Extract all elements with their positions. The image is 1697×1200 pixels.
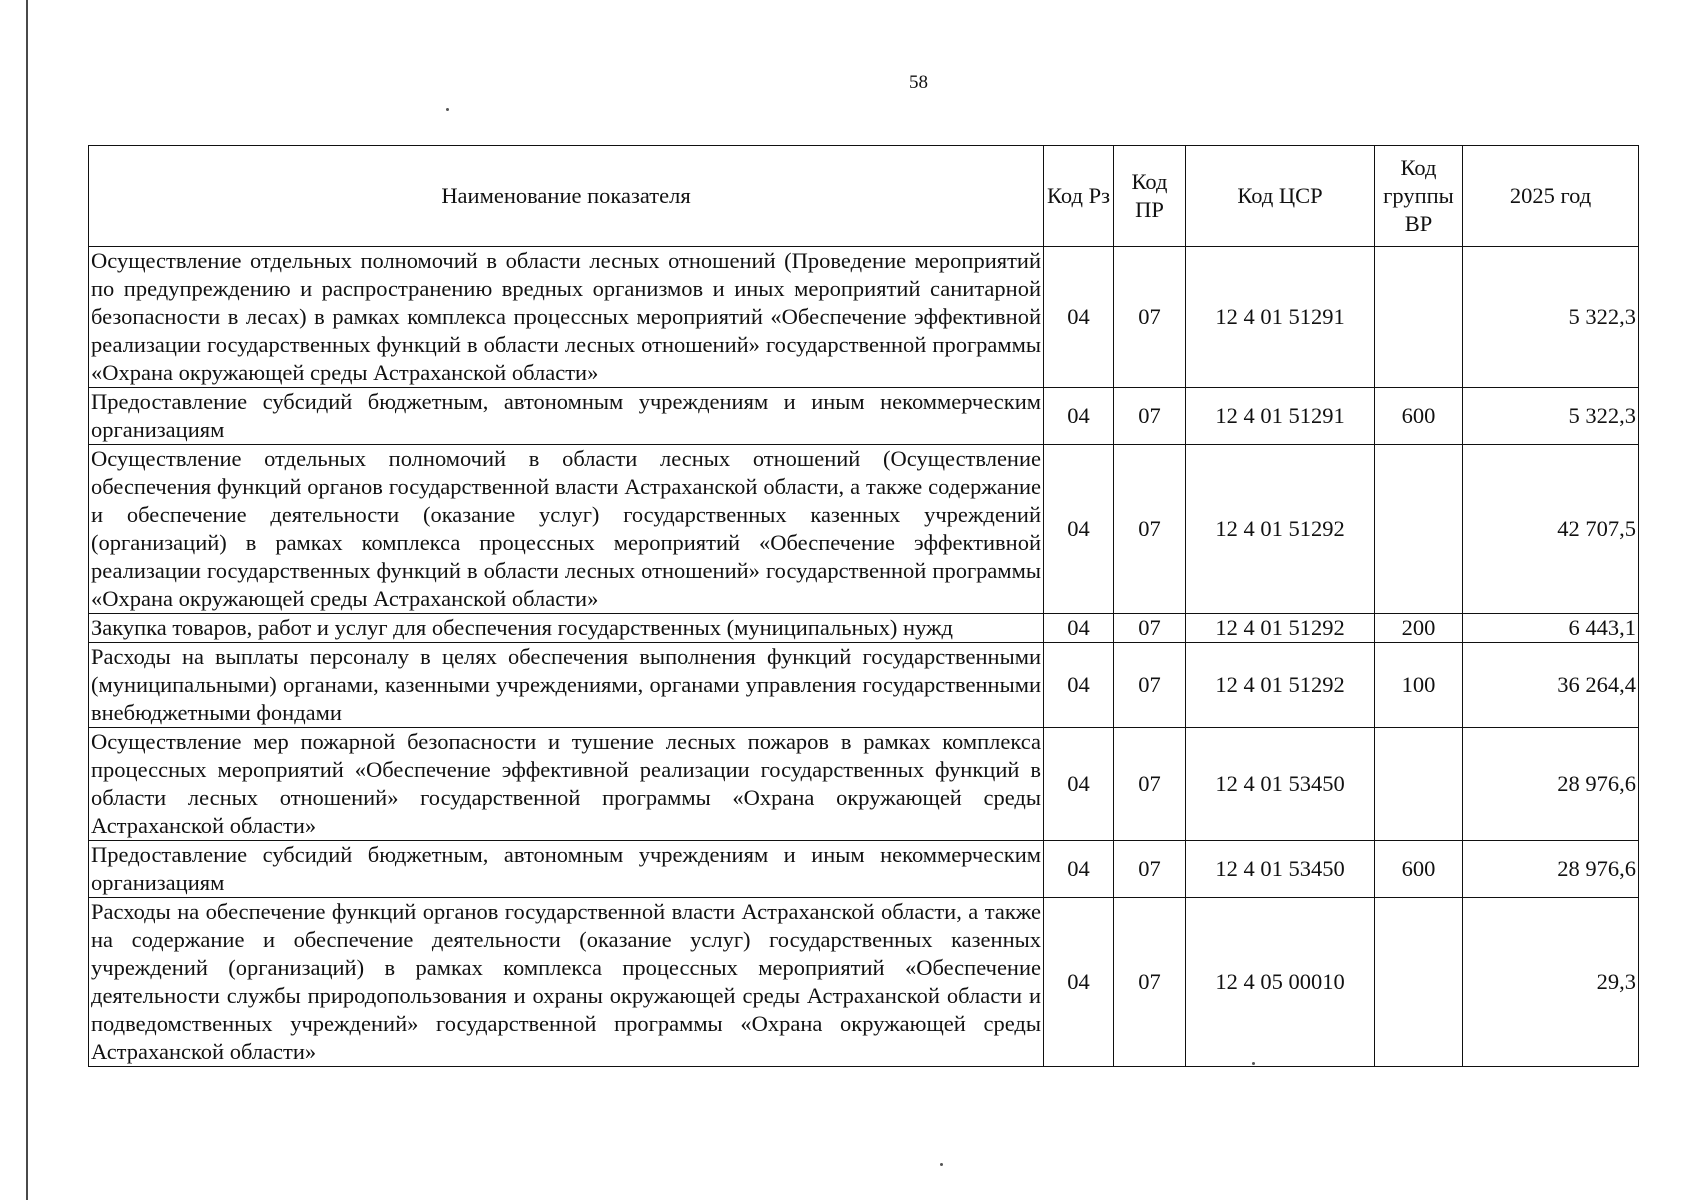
row-pr: 07 <box>1114 898 1186 1067</box>
row-vr <box>1375 445 1463 614</box>
row-csr: 12 4 01 53450 <box>1186 841 1375 898</box>
row-rz: 04 <box>1044 614 1114 643</box>
row-csr: 12 4 01 51292 <box>1186 614 1375 643</box>
row-pr: 07 <box>1114 728 1186 841</box>
row-rz: 04 <box>1044 388 1114 445</box>
row-amount: 6 443,1 <box>1463 614 1639 643</box>
header-vr: Код группы ВР <box>1375 146 1463 247</box>
row-pr: 07 <box>1114 247 1186 388</box>
row-vr: 200 <box>1375 614 1463 643</box>
table-row <box>89 841 1639 898</box>
row-rz: 04 <box>1044 898 1114 1067</box>
table-row <box>89 898 1639 1067</box>
table-row <box>89 614 1639 643</box>
row-vr <box>1375 728 1463 841</box>
row-vr: 600 <box>1375 841 1463 898</box>
row-rz: 04 <box>1044 247 1114 388</box>
row-csr: 12 4 01 53450 <box>1186 728 1375 841</box>
row-rz: 04 <box>1044 445 1114 614</box>
row-pr: 07 <box>1114 643 1186 728</box>
budget-table <box>88 145 1639 1067</box>
row-name: Осуществление мер пожарной безопасности и тушение лесных пожаров в рамках комплекса процессных мероприятий «Обеспечение эффективной реализации государственных функций в области лесных отношений» государственной программы «Охрана окружающей среды Астраханской области» <box>89 728 1044 841</box>
table-header-row <box>89 146 1639 247</box>
table-row <box>89 728 1639 841</box>
row-amount: 5 322,3 <box>1463 388 1639 445</box>
row-csr: 12 4 05 00010 <box>1186 898 1375 1067</box>
row-amount: 36 264,4 <box>1463 643 1639 728</box>
row-name: Осуществление отдельных полномочий в области лесных отношений (Осуществление обеспечения функций органов государственной власти Астраханской области, а также содержание и обеспечение деятельности (оказание услуг) государственных казенных учреждений (организаций) в рамках комплекса процессных мероприятий «Обеспечение эффективной реализации государственных функций в области лесных отношений» государственной программы «Охрана окружающей среды Астраханской области» <box>89 445 1044 614</box>
row-csr: 12 4 01 51291 <box>1186 247 1375 388</box>
row-name: Закупка товаров, работ и услуг для обеспечения государственных (муниципальных) нужд <box>89 614 1044 643</box>
header-rz: Код Рз <box>1044 146 1114 247</box>
row-vr: 100 <box>1375 643 1463 728</box>
scan-edge-line <box>26 0 28 1200</box>
table-row <box>89 247 1639 388</box>
row-rz: 04 <box>1044 728 1114 841</box>
row-amount: 28 976,6 <box>1463 728 1639 841</box>
row-name: Расходы на выплаты персоналу в целях обеспечения выполнения функций государственными (муниципальными) органами, казенными учреждениями, органами управления государственными внебюджетными фондами <box>89 643 1044 728</box>
header-name: Наименование показателя <box>89 146 1044 247</box>
row-name: Осуществление отдельных полномочий в области лесных отношений (Проведение мероприятий по предупреждению и распространению вредных организмов и иных мероприятий санитарной безопасности в лесах) в рамках комплекса процессных мероприятий «Обеспечение эффективной реализации государственных функций в области лесных отношений» государственной программы «Охрана окружающей среды Астраханской области» <box>89 247 1044 388</box>
row-csr: 12 4 01 51291 <box>1186 388 1375 445</box>
row-amount: 28 976,6 <box>1463 841 1639 898</box>
row-name: Предоставление субсидий бюджетным, автономным учреждениям и иным некоммерческим организациям <box>89 388 1044 445</box>
row-pr: 07 <box>1114 388 1186 445</box>
row-pr: 07 <box>1114 841 1186 898</box>
table-row <box>89 388 1639 445</box>
row-pr: 07 <box>1114 445 1186 614</box>
row-csr: 12 4 01 51292 <box>1186 445 1375 614</box>
page-number: 58 <box>909 72 928 93</box>
row-name: Предоставление субсидий бюджетным, автономным учреждениям и иным некоммерческим организациям <box>89 841 1044 898</box>
row-rz: 04 <box>1044 643 1114 728</box>
table-row <box>89 445 1639 614</box>
row-name: Расходы на обеспечение функций органов государственной власти Астраханской области, а также на содержание и обеспечение деятельности (оказание услуг) государственных казенных учреждений (организаций) в рамках комплекса процессных мероприятий «Обеспечение деятельности службы природопользования и охраны окружающей среды Астраханской области и подведомственных учреждений» государственной программы «Охрана окружающей среды Астраханской области» <box>89 898 1044 1067</box>
header-year: 2025 год <box>1463 146 1639 247</box>
header-pr: Код ПР <box>1114 146 1186 247</box>
header-csr: Код ЦСР <box>1186 146 1375 247</box>
row-amount: 5 322,3 <box>1463 247 1639 388</box>
row-vr <box>1375 247 1463 388</box>
row-amount: 29,3 <box>1463 898 1639 1067</box>
row-amount: 42 707,5 <box>1463 445 1639 614</box>
row-vr: 600 <box>1375 388 1463 445</box>
scan-speck <box>940 1163 943 1166</box>
scan-speck <box>446 108 449 111</box>
row-csr: 12 4 01 51292 <box>1186 643 1375 728</box>
row-rz: 04 <box>1044 841 1114 898</box>
table-row <box>89 643 1639 728</box>
row-vr <box>1375 898 1463 1067</box>
row-pr: 07 <box>1114 614 1186 643</box>
